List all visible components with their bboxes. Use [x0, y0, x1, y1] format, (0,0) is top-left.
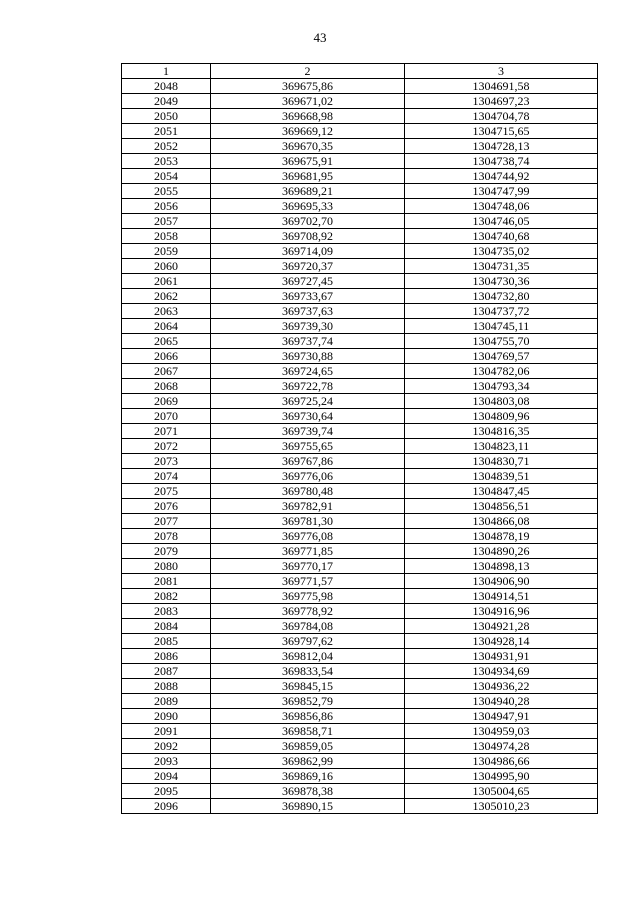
x-coordinate-cell: 369833,54 — [211, 664, 405, 679]
point-number-cell: 2051 — [122, 124, 211, 139]
table-body — [122, 79, 598, 814]
point-number-cell: 2079 — [122, 544, 211, 559]
header-row — [122, 64, 598, 79]
table-row — [122, 679, 598, 694]
point-number-cell: 2083 — [122, 604, 211, 619]
y-coordinate-cell: 1304906,90 — [405, 574, 598, 589]
table-row — [122, 334, 598, 349]
table-row — [122, 559, 598, 574]
point-number-cell: 2089 — [122, 694, 211, 709]
table-row — [122, 664, 598, 679]
point-number-cell: 2087 — [122, 664, 211, 679]
point-number-cell: 2064 — [122, 319, 211, 334]
x-coordinate-cell: 369714,09 — [211, 244, 405, 259]
point-number-cell: 2050 — [122, 109, 211, 124]
table-row — [122, 424, 598, 439]
y-coordinate-cell: 1304974,28 — [405, 739, 598, 754]
point-number-cell: 2081 — [122, 574, 211, 589]
y-coordinate-cell: 1304898,13 — [405, 559, 598, 574]
page-number: 43 — [313, 30, 327, 45]
y-coordinate-cell: 1304940,28 — [405, 694, 598, 709]
x-coordinate-cell: 369730,64 — [211, 409, 405, 424]
x-coordinate-cell: 369812,04 — [211, 649, 405, 664]
y-coordinate-cell: 1304878,19 — [405, 529, 598, 544]
x-coordinate-cell: 369755,65 — [211, 439, 405, 454]
table-header — [122, 64, 598, 79]
x-coordinate-cell: 369878,38 — [211, 784, 405, 799]
y-coordinate-cell: 1304740,68 — [405, 229, 598, 244]
table-row — [122, 304, 598, 319]
point-number-cell: 2058 — [122, 229, 211, 244]
point-number-cell: 2052 — [122, 139, 211, 154]
y-coordinate-cell: 1304890,26 — [405, 544, 598, 559]
table-row — [122, 154, 598, 169]
point-number-cell: 2048 — [122, 79, 211, 94]
x-coordinate-cell: 369737,74 — [211, 334, 405, 349]
point-number-cell: 2090 — [122, 709, 211, 724]
point-number-cell: 2075 — [122, 484, 211, 499]
x-coordinate-cell: 369671,02 — [211, 94, 405, 109]
x-coordinate-cell: 369890,15 — [211, 799, 405, 814]
point-number-cell: 2080 — [122, 559, 211, 574]
y-coordinate-cell: 1304809,96 — [405, 409, 598, 424]
y-coordinate-cell: 1304748,06 — [405, 199, 598, 214]
point-number-cell: 2053 — [122, 154, 211, 169]
x-coordinate-cell: 369702,70 — [211, 214, 405, 229]
y-coordinate-cell: 1304732,80 — [405, 289, 598, 304]
y-coordinate-cell: 1304936,22 — [405, 679, 598, 694]
x-coordinate-cell: 369739,74 — [211, 424, 405, 439]
y-coordinate-cell: 1304731,35 — [405, 259, 598, 274]
y-coordinate-cell: 1304803,08 — [405, 394, 598, 409]
point-number-cell: 2086 — [122, 649, 211, 664]
x-coordinate-cell: 369689,21 — [211, 184, 405, 199]
table-row — [122, 589, 598, 604]
coordinates-table — [121, 63, 598, 814]
header-cell-2: 2 — [211, 64, 405, 79]
point-number-cell: 2074 — [122, 469, 211, 484]
table-row — [122, 799, 598, 814]
point-number-cell: 2065 — [122, 334, 211, 349]
y-coordinate-cell: 1304986,66 — [405, 754, 598, 769]
x-coordinate-cell: 369858,71 — [211, 724, 405, 739]
point-number-cell: 2073 — [122, 454, 211, 469]
table-row — [122, 499, 598, 514]
table-row — [122, 319, 598, 334]
point-number-cell: 2057 — [122, 214, 211, 229]
y-coordinate-cell: 1304947,91 — [405, 709, 598, 724]
x-coordinate-cell: 369695,33 — [211, 199, 405, 214]
x-coordinate-cell: 369668,98 — [211, 109, 405, 124]
point-number-cell: 2072 — [122, 439, 211, 454]
x-coordinate-cell: 369724,65 — [211, 364, 405, 379]
table-row — [122, 694, 598, 709]
x-coordinate-cell: 369669,12 — [211, 124, 405, 139]
point-number-cell: 2061 — [122, 274, 211, 289]
point-number-cell: 2070 — [122, 409, 211, 424]
x-coordinate-cell: 369675,86 — [211, 79, 405, 94]
point-number-cell: 2085 — [122, 634, 211, 649]
x-coordinate-cell: 369856,86 — [211, 709, 405, 724]
x-coordinate-cell: 369733,67 — [211, 289, 405, 304]
table-row — [122, 574, 598, 589]
point-number-cell: 2096 — [122, 799, 211, 814]
table-row — [122, 529, 598, 544]
table-row — [122, 454, 598, 469]
point-number-cell: 2056 — [122, 199, 211, 214]
table-row — [122, 484, 598, 499]
y-coordinate-cell: 1304914,51 — [405, 589, 598, 604]
point-number-cell: 2094 — [122, 769, 211, 784]
table-row — [122, 169, 598, 184]
table-row — [122, 709, 598, 724]
y-coordinate-cell: 1305004,65 — [405, 784, 598, 799]
y-coordinate-cell: 1304730,36 — [405, 274, 598, 289]
table-row — [122, 514, 598, 529]
y-coordinate-cell: 1304816,35 — [405, 424, 598, 439]
x-coordinate-cell: 369727,45 — [211, 274, 405, 289]
point-number-cell: 2077 — [122, 514, 211, 529]
table-row — [122, 349, 598, 364]
x-coordinate-cell: 369725,24 — [211, 394, 405, 409]
x-coordinate-cell: 369782,91 — [211, 499, 405, 514]
point-number-cell: 2049 — [122, 94, 211, 109]
table-row — [122, 409, 598, 424]
table-row — [122, 619, 598, 634]
x-coordinate-cell: 369776,06 — [211, 469, 405, 484]
point-number-cell: 2092 — [122, 739, 211, 754]
point-number-cell: 2084 — [122, 619, 211, 634]
x-coordinate-cell: 369675,91 — [211, 154, 405, 169]
x-coordinate-cell: 369780,48 — [211, 484, 405, 499]
table-row — [122, 199, 598, 214]
x-coordinate-cell: 369770,17 — [211, 559, 405, 574]
x-coordinate-cell: 369778,92 — [211, 604, 405, 619]
x-coordinate-cell: 369797,62 — [211, 634, 405, 649]
point-number-cell: 2067 — [122, 364, 211, 379]
table-row — [122, 109, 598, 124]
point-number-cell: 2076 — [122, 499, 211, 514]
y-coordinate-cell: 1304931,91 — [405, 649, 598, 664]
y-coordinate-cell: 1304735,02 — [405, 244, 598, 259]
x-coordinate-cell: 369775,98 — [211, 589, 405, 604]
x-coordinate-cell: 369859,05 — [211, 739, 405, 754]
table-row — [122, 604, 598, 619]
x-coordinate-cell: 369720,37 — [211, 259, 405, 274]
y-coordinate-cell: 1304934,69 — [405, 664, 598, 679]
y-coordinate-cell: 1304959,03 — [405, 724, 598, 739]
x-coordinate-cell: 369776,08 — [211, 529, 405, 544]
y-coordinate-cell: 1304769,57 — [405, 349, 598, 364]
table-row — [122, 394, 598, 409]
x-coordinate-cell: 369862,99 — [211, 754, 405, 769]
x-coordinate-cell: 369771,85 — [211, 544, 405, 559]
point-number-cell: 2066 — [122, 349, 211, 364]
table-row — [122, 214, 598, 229]
x-coordinate-cell: 369670,35 — [211, 139, 405, 154]
header-cell-1: 1 — [122, 64, 211, 79]
y-coordinate-cell: 1304746,05 — [405, 214, 598, 229]
table-row — [122, 784, 598, 799]
point-number-cell: 2071 — [122, 424, 211, 439]
x-coordinate-cell: 369869,16 — [211, 769, 405, 784]
table-row — [122, 244, 598, 259]
table-row — [122, 364, 598, 379]
y-coordinate-cell: 1304928,14 — [405, 634, 598, 649]
y-coordinate-cell: 1304744,92 — [405, 169, 598, 184]
table-row — [122, 544, 598, 559]
table-row — [122, 769, 598, 784]
point-number-cell: 2060 — [122, 259, 211, 274]
y-coordinate-cell: 1304921,28 — [405, 619, 598, 634]
point-number-cell: 2059 — [122, 244, 211, 259]
y-coordinate-cell: 1304995,90 — [405, 769, 598, 784]
point-number-cell: 2054 — [122, 169, 211, 184]
x-coordinate-cell: 369722,78 — [211, 379, 405, 394]
table-row — [122, 229, 598, 244]
y-coordinate-cell: 1304755,70 — [405, 334, 598, 349]
y-coordinate-cell: 1304856,51 — [405, 499, 598, 514]
y-coordinate-cell: 1304697,23 — [405, 94, 598, 109]
x-coordinate-cell: 369771,57 — [211, 574, 405, 589]
y-coordinate-cell: 1304738,74 — [405, 154, 598, 169]
y-coordinate-cell: 1304823,11 — [405, 439, 598, 454]
table-row — [122, 439, 598, 454]
table-row — [122, 379, 598, 394]
table-row — [122, 739, 598, 754]
y-coordinate-cell: 1304691,58 — [405, 79, 598, 94]
x-coordinate-cell: 369767,86 — [211, 454, 405, 469]
point-number-cell: 2062 — [122, 289, 211, 304]
x-coordinate-cell: 369784,08 — [211, 619, 405, 634]
table-row — [122, 274, 598, 289]
point-number-cell: 2055 — [122, 184, 211, 199]
y-coordinate-cell: 1304747,99 — [405, 184, 598, 199]
table-row — [122, 634, 598, 649]
table-row — [122, 469, 598, 484]
y-coordinate-cell: 1304847,45 — [405, 484, 598, 499]
y-coordinate-cell: 1304916,96 — [405, 604, 598, 619]
x-coordinate-cell: 369845,15 — [211, 679, 405, 694]
x-coordinate-cell: 369708,92 — [211, 229, 405, 244]
x-coordinate-cell: 369737,63 — [211, 304, 405, 319]
point-number-cell: 2078 — [122, 529, 211, 544]
y-coordinate-cell: 1304737,72 — [405, 304, 598, 319]
point-number-cell: 2093 — [122, 754, 211, 769]
y-coordinate-cell: 1304839,51 — [405, 469, 598, 484]
header-cell-3: 3 — [405, 64, 598, 79]
point-number-cell: 2069 — [122, 394, 211, 409]
x-coordinate-cell: 369739,30 — [211, 319, 405, 334]
y-coordinate-cell: 1304866,08 — [405, 514, 598, 529]
x-coordinate-cell: 369852,79 — [211, 694, 405, 709]
table-row — [122, 289, 598, 304]
table-row — [122, 259, 598, 274]
y-coordinate-cell: 1305010,23 — [405, 799, 598, 814]
y-coordinate-cell: 1304704,78 — [405, 109, 598, 124]
table-row — [122, 724, 598, 739]
table-row — [122, 94, 598, 109]
table-row — [122, 124, 598, 139]
y-coordinate-cell: 1304728,13 — [405, 139, 598, 154]
table-row — [122, 754, 598, 769]
point-number-cell: 2068 — [122, 379, 211, 394]
y-coordinate-cell: 1304745,11 — [405, 319, 598, 334]
x-coordinate-cell: 369781,30 — [211, 514, 405, 529]
y-coordinate-cell: 1304715,65 — [405, 124, 598, 139]
y-coordinate-cell: 1304830,71 — [405, 454, 598, 469]
point-number-cell: 2082 — [122, 589, 211, 604]
table-row — [122, 79, 598, 94]
y-coordinate-cell: 1304793,34 — [405, 379, 598, 394]
point-number-cell: 2063 — [122, 304, 211, 319]
point-number-cell: 2091 — [122, 724, 211, 739]
y-coordinate-cell: 1304782,06 — [405, 364, 598, 379]
x-coordinate-cell: 369681,95 — [211, 169, 405, 184]
table-row — [122, 184, 598, 199]
x-coordinate-cell: 369730,88 — [211, 349, 405, 364]
point-number-cell: 2095 — [122, 784, 211, 799]
table-row — [122, 139, 598, 154]
table-row — [122, 649, 598, 664]
point-number-cell: 2088 — [122, 679, 211, 694]
